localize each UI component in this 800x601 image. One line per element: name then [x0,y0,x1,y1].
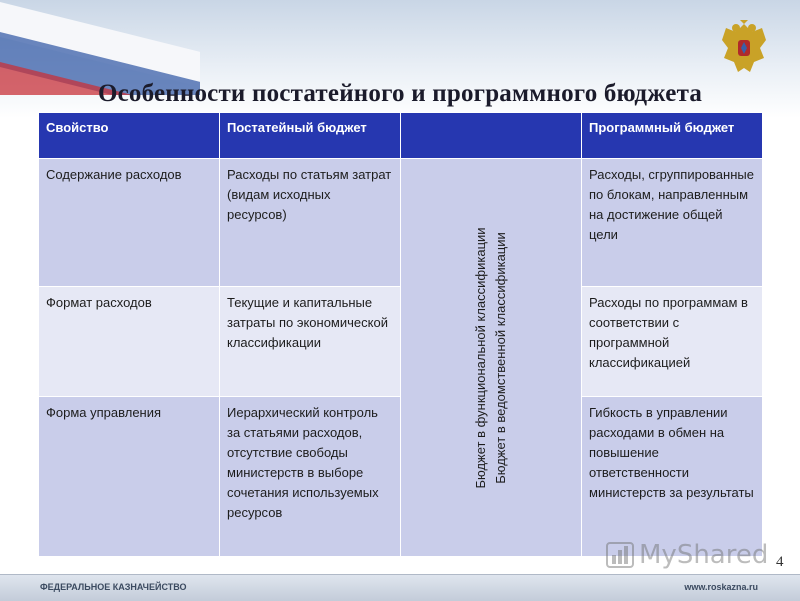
vertical-text-line: Бюджет в функциональной классификации [473,226,488,489]
vertical-text-line: Бюджет в ведомственной классификации [493,231,508,484]
header-property: Свойство [39,113,220,159]
budget-comparison-table [38,112,763,557]
cell-property: Форма управления [39,397,220,557]
cell-program: Расходы, сгруппированные по блокам, направленным на достижение общей цели [582,159,763,287]
cell-program: Гибкость в управлении расходами в обмен на повышение ответственности министерств за результаты [582,397,763,557]
cell-property: Формат расходов [39,287,220,397]
cell-program: Расходы по программам в соответствии с программной классификацией [582,287,763,397]
vertical-classification-text [471,227,511,488]
slide-title: Особенности постатейного и программного бюджета [97,80,703,107]
watermark-text: MyShared [639,540,769,570]
page-number: 4 [776,554,784,570]
slide-footer [0,574,800,601]
table-header-row [39,113,763,159]
table-row [39,159,763,287]
header-program-budget: Программный бюджет [582,113,763,159]
mybar-icon [605,541,635,569]
double-headed-eagle-emblem-icon [716,18,772,80]
watermark [605,540,768,570]
header-empty [401,113,582,159]
cell-property: Содержание расходов [39,159,220,287]
cell-line-item: Иерархический контроль за статьями расходов, отсутствие свободы министерств в выборе сочетания используемых ресурсов [220,397,401,557]
cell-line-item: Текущие и капитальные затраты по экономической классификации [220,287,401,397]
cell-line-item: Расходы по статьям затрат (видам исходных ресурсов) [220,159,401,287]
footer-website-link[interactable]: www.roskazna.ru [684,582,758,592]
footer-organization: ФЕДЕРАЛЬНОЕ КАЗНАЧЕЙСТВО [40,582,187,592]
merged-classification-cell [401,159,582,557]
header-line-item-budget: Постатейный бюджет [220,113,401,159]
